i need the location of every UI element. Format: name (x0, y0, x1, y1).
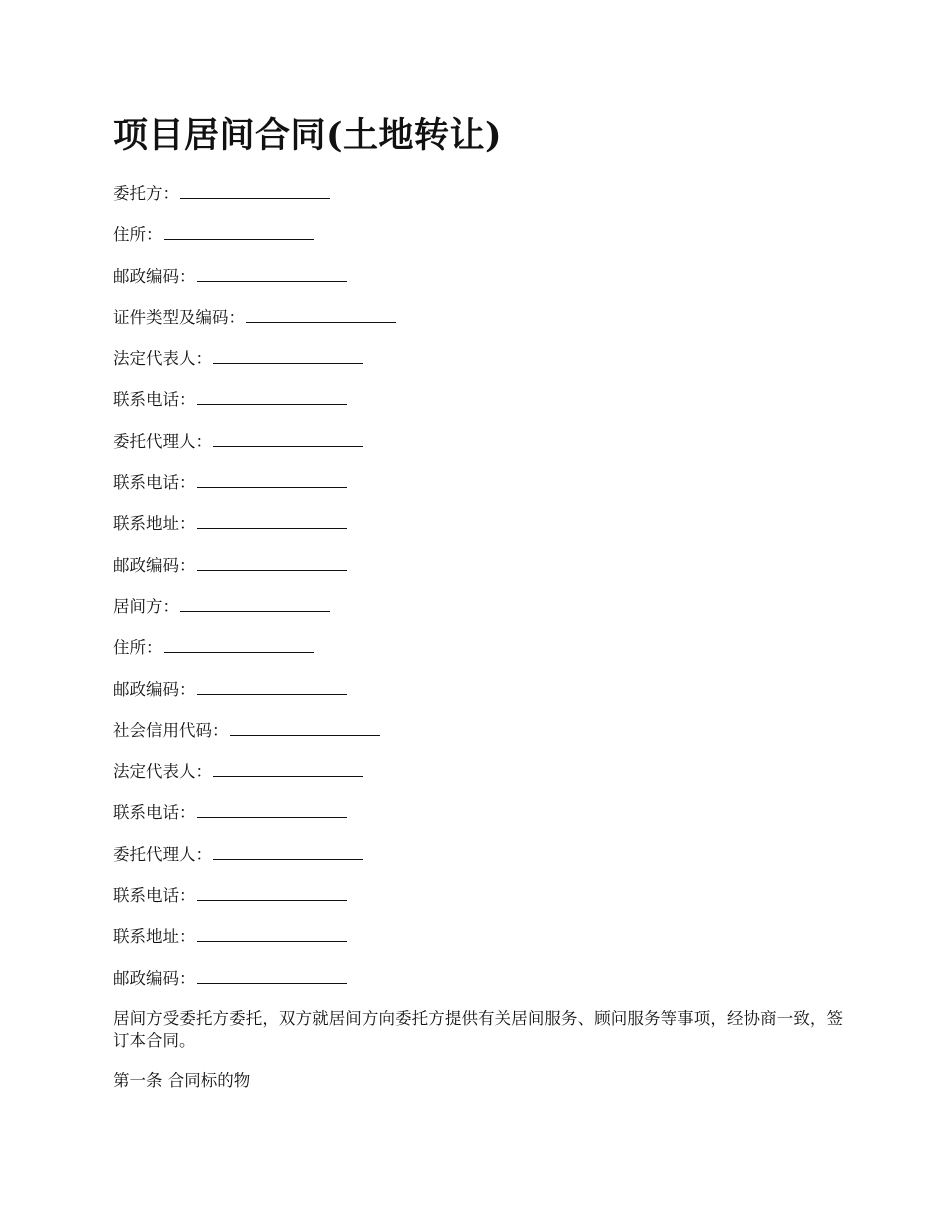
field-label: 联系电话： (113, 473, 196, 493)
field-label: 联系电话： (113, 390, 196, 410)
field-row (113, 595, 843, 617)
field-label: 委托方： (113, 184, 179, 203)
field-label: 联系地址： (113, 514, 196, 534)
fill-in-blank[interactable] (197, 471, 347, 488)
fill-in-blank[interactable] (197, 678, 347, 695)
field-row (113, 182, 843, 204)
field-row (113, 678, 843, 700)
fill-in-blank[interactable] (197, 925, 347, 942)
fill-in-blank[interactable] (197, 884, 347, 901)
document-title: 项目居间合同(土地转让) (113, 115, 503, 156)
fill-in-blank[interactable] (213, 760, 363, 777)
document-page (113, 112, 843, 1092)
fill-in-blank[interactable] (197, 554, 347, 571)
field-label: 联系电话： (113, 886, 196, 906)
fill-in-blank[interactable] (230, 719, 380, 736)
field-row (113, 430, 843, 452)
fill-in-blank[interactable] (246, 306, 396, 323)
field-label: 法定代表人： (113, 349, 212, 369)
fill-in-blank[interactable] (180, 182, 330, 199)
field-row (113, 636, 843, 658)
field-label: 联系电话： (113, 803, 196, 823)
field-row (113, 925, 843, 947)
intro-paragraph: 居间方受委托方委托，双方就居间方向委托方提供有关居间服务、顾问服务等事项，经协商一致，签订本合同。 (113, 1008, 843, 1050)
field-label: 社会信用代码： (113, 720, 229, 740)
field-label: 邮政编码： (113, 679, 196, 699)
field-row (113, 388, 843, 410)
field-row (113, 843, 843, 865)
field-row (113, 554, 843, 576)
fill-in-blank[interactable] (213, 843, 363, 860)
fill-in-blank[interactable] (197, 265, 347, 282)
fill-in-blank[interactable] (164, 636, 314, 653)
party-fields (113, 182, 843, 989)
fill-in-blank[interactable] (197, 388, 347, 405)
field-label: 邮政编码： (113, 555, 196, 575)
fill-in-blank[interactable] (197, 967, 347, 984)
field-label: 邮政编码： (113, 266, 196, 286)
fill-in-blank[interactable] (213, 347, 363, 364)
fill-in-blank[interactable] (164, 223, 314, 240)
fill-in-blank[interactable] (180, 595, 330, 612)
field-label: 居间方： (113, 596, 179, 616)
fill-in-blank[interactable] (197, 801, 347, 818)
field-label: 联系地址： (113, 927, 196, 947)
field-label: 邮政编码： (113, 968, 196, 988)
field-row (113, 306, 843, 328)
section-heading: 第一条 合同标的物 (113, 1070, 251, 1090)
field-row (113, 967, 843, 989)
field-row (113, 801, 843, 823)
field-row (113, 471, 843, 493)
field-row (113, 347, 843, 369)
field-label: 住所： (113, 638, 163, 658)
field-row (113, 265, 843, 287)
field-label: 委托代理人： (113, 431, 212, 451)
field-row (113, 760, 843, 782)
field-row (113, 884, 843, 906)
field-label: 证件类型及编码： (113, 307, 245, 327)
fill-in-blank[interactable] (213, 430, 363, 447)
field-row (113, 223, 843, 245)
field-row (113, 512, 843, 534)
field-label: 住所： (113, 225, 163, 245)
fill-in-blank[interactable] (197, 512, 347, 529)
field-label: 法定代表人： (113, 762, 212, 782)
field-row (113, 719, 843, 741)
field-label: 委托代理人： (113, 844, 212, 864)
